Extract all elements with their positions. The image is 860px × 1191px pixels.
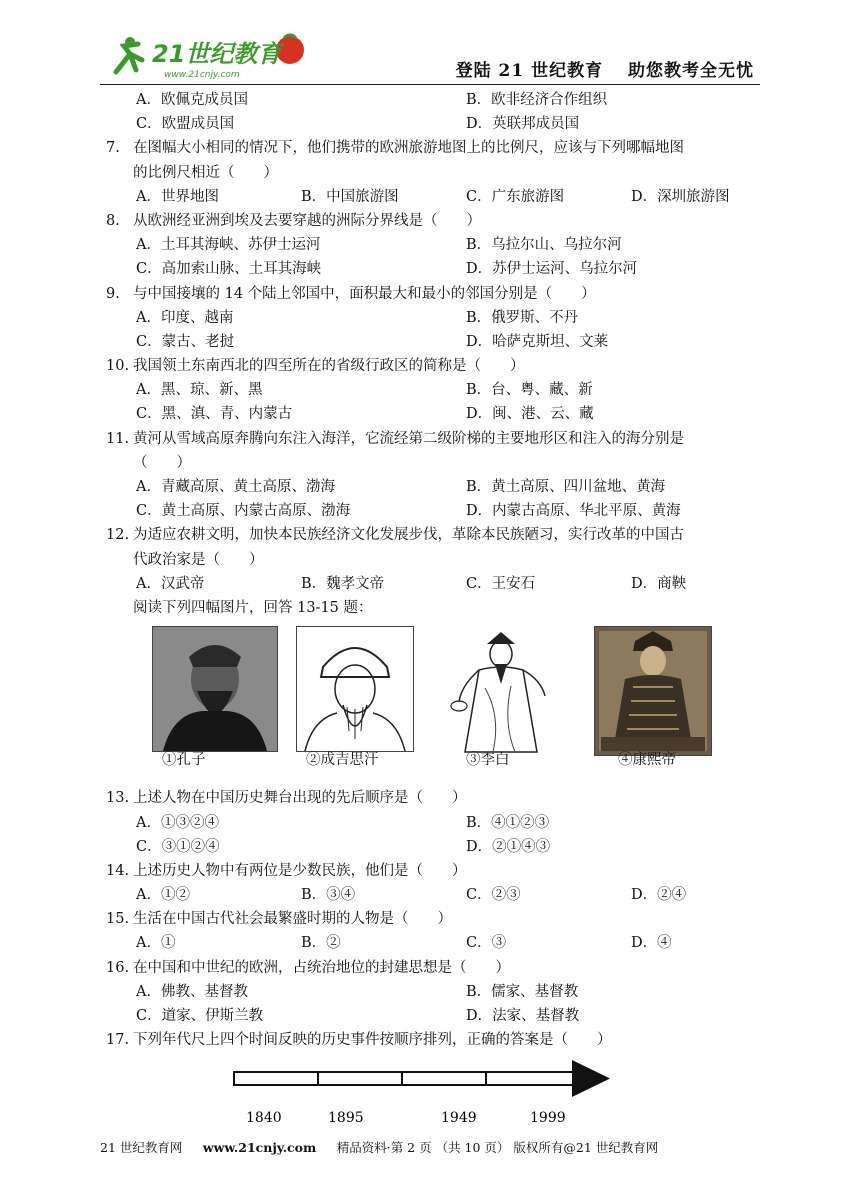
option: B．台、粤、藏、新 xyxy=(466,382,593,399)
header-divider xyxy=(100,84,760,85)
question-number: 13. xyxy=(106,790,130,807)
option: D．法家、基督教 xyxy=(466,1008,580,1024)
option: A．①② xyxy=(136,887,190,904)
options-row xyxy=(106,330,766,354)
page-header xyxy=(100,28,760,84)
option: C．广东旅游图 xyxy=(466,188,565,205)
option: D．闽、港、云、藏 xyxy=(466,406,594,423)
option: D．深圳旅游图 xyxy=(631,188,730,205)
option: C．③①②④ xyxy=(136,838,220,855)
question-text: 上述历史人物中有两位是少数民族，他们是（ ） xyxy=(133,862,467,879)
option: C．高加索山脉、土耳其海峡 xyxy=(136,261,322,278)
option: A．① xyxy=(136,935,176,952)
options-row xyxy=(106,378,766,402)
options-row xyxy=(106,475,766,499)
option: B．欧非经济合作组织 xyxy=(466,92,608,108)
question-text: 在中国和中世纪的欧洲，占统治地位的封建思想是（ ） xyxy=(133,959,510,976)
option: D．商鞅 xyxy=(631,575,687,592)
question-number: 7. xyxy=(106,140,120,157)
question-block xyxy=(106,786,766,1052)
option: D．②①④③ xyxy=(466,838,551,855)
option: A．佛教、基督教 xyxy=(136,983,248,1000)
question-text: 从欧洲经亚洲到埃及去要穿越的洲际分界线是（ ） xyxy=(133,212,481,229)
footer-org: 21 世纪教育网 xyxy=(100,1140,183,1155)
options-row xyxy=(106,233,766,257)
li-bai-illustration xyxy=(441,626,561,756)
question-stem xyxy=(106,786,766,810)
option: C．黄土高原、内蒙古高原、渤海 xyxy=(136,503,351,520)
option: B．黄土高原、四川盆地、黄海 xyxy=(466,479,666,495)
logo-url: www.21cnjy.com xyxy=(164,70,240,80)
timeline-year: 1840 xyxy=(246,1110,282,1127)
question-stem xyxy=(106,451,766,475)
question-block xyxy=(106,136,766,596)
question-stem xyxy=(106,282,766,306)
option: D．哈萨克斯坦、文莱 xyxy=(466,333,609,350)
option: B．④①②③ xyxy=(466,814,550,831)
portrait-captions xyxy=(106,752,766,786)
option: B．魏孝文帝 xyxy=(301,575,385,592)
question-stem xyxy=(106,161,766,185)
question-stem xyxy=(106,907,766,931)
question-text: 在图幅大小相同的情况下，他们携带的欧洲旅游地图上的比例尺，应该与下列哪幅地图 xyxy=(133,140,684,157)
options-row xyxy=(106,499,766,523)
question-number: 11. xyxy=(106,430,130,447)
genghis-khan-portrait xyxy=(296,626,414,752)
question-stem xyxy=(106,209,766,233)
question-number: 14. xyxy=(106,862,130,879)
question-number: 9. xyxy=(106,285,120,302)
question-number: 15. xyxy=(106,911,130,928)
options-row xyxy=(106,402,766,426)
question-number: 12. xyxy=(106,527,130,544)
question-text: 与中国接壤的 14 个陆上邻国中，面积最大和最小的邻国分别是（ ） xyxy=(133,285,596,302)
option: A．印度、越南 xyxy=(136,309,234,326)
question-text: 我国领土东南西北的四至所在的省级行政区的简称是（ ） xyxy=(133,358,525,375)
question-stem xyxy=(106,859,766,883)
runner-icon xyxy=(116,37,142,72)
q6-options xyxy=(106,88,766,112)
timeline-year: 1999 xyxy=(530,1110,566,1127)
option: A．土耳其海峡、苏伊士运河 xyxy=(136,237,321,254)
option: B．③④ xyxy=(301,887,356,904)
option: A．青藏高原、黄土高原、渤海 xyxy=(136,479,335,495)
question-number: 17. xyxy=(106,1032,130,1049)
option: C．王安石 xyxy=(466,575,536,592)
question-text: （ ） xyxy=(133,454,191,471)
option: B．中国旅游图 xyxy=(301,188,399,205)
arrow-icon xyxy=(572,1060,610,1097)
question-content xyxy=(106,88,766,1132)
option: C．欧盟成员国 xyxy=(136,116,235,133)
question-text: 上述人物在中国历史舞台出现的先后顺序是（ ） xyxy=(133,790,467,807)
question-text: 生活在中国古代社会最繁盛时期的人物是（ ） xyxy=(133,911,452,928)
question-stem xyxy=(106,427,766,451)
options-row xyxy=(106,185,766,209)
timeline xyxy=(106,1052,766,1132)
slogan: 登陆 21 世纪教育 助您教考全无忧 xyxy=(455,61,754,81)
option: A．黑、琼、新、黑 xyxy=(136,382,263,399)
options-row xyxy=(106,980,766,1004)
option: A．①③②④ xyxy=(136,814,219,831)
question-stem xyxy=(106,523,766,547)
reading-intro: 阅读下列四幅图片，回答 13-15 题： xyxy=(133,599,373,616)
options-row xyxy=(106,572,766,596)
page-footer xyxy=(100,1138,760,1156)
timeline-year: 1949 xyxy=(441,1110,477,1127)
option: D．②④ xyxy=(631,887,687,904)
caption: ②成吉思汗 xyxy=(306,752,379,769)
caption: ④康熙帝 xyxy=(618,752,676,769)
option: C．②③ xyxy=(466,887,521,904)
option: B．俄罗斯、不丹 xyxy=(466,309,579,326)
options-row xyxy=(106,931,766,955)
option: A．欧佩克成员国 xyxy=(136,92,248,108)
question-number: 10. xyxy=(106,358,130,375)
option: B．② xyxy=(301,935,341,952)
option: D．内蒙古高原、华北平原、黄海 xyxy=(466,503,681,520)
option: C．蒙古、老挝 xyxy=(136,333,235,350)
portrait-row xyxy=(106,620,766,762)
options-row xyxy=(106,883,766,907)
option: B．儒家、基督教 xyxy=(466,983,579,1000)
question-stem xyxy=(106,1028,766,1052)
question-number: 8. xyxy=(106,212,120,229)
timeline-year: 1895 xyxy=(328,1110,364,1127)
question-stem xyxy=(106,136,766,160)
option: C．道家、伊斯兰教 xyxy=(136,1008,264,1024)
question-number: 16. xyxy=(106,959,130,976)
footer-site: www.21cnjy.com xyxy=(202,1140,317,1155)
question-text: 为适应农耕文明，加快本民族经济文化发展步伐，革除本民族陋习，实行改革的中国古 xyxy=(133,527,684,544)
confucius-portrait xyxy=(152,626,278,752)
question-stem xyxy=(106,354,766,378)
options-row xyxy=(106,306,766,330)
timeline-ruler xyxy=(106,1052,766,1132)
option: D．英联邦成员国 xyxy=(466,116,580,133)
option: C．③ xyxy=(466,935,507,952)
q6-options xyxy=(106,112,766,136)
caption: ①孔子 xyxy=(162,752,206,769)
question-stem xyxy=(106,956,766,980)
question-text: 的比例尺相近（ ） xyxy=(133,164,278,181)
options-row xyxy=(106,1004,766,1028)
option: D．苏伊士运河、乌拉尔河 xyxy=(466,261,638,278)
option: A．世界地图 xyxy=(136,188,219,205)
option: B．乌拉尔山、乌拉尔河 xyxy=(466,237,622,254)
option: C．黑、滇、青、内蒙古 xyxy=(136,406,293,423)
question-text: 下列年代尺上四个时间反映的历史事件按顺序排列，正确的答案是（ ） xyxy=(133,1032,612,1049)
question-stem xyxy=(106,548,766,572)
logo-text: 21世纪教育 xyxy=(152,40,282,68)
question-text: 黄河从雪域高原奔腾向东注入海洋，它流经第二级阶梯的主要地形区和注入的海分别是 xyxy=(133,430,684,447)
option: D．④ xyxy=(631,935,672,952)
options-row xyxy=(106,835,766,859)
caption: ③李白 xyxy=(466,752,510,769)
footer-info: 精品资料·第 2 页 （共 10 页） 版权所有@21 世纪教育网 xyxy=(336,1140,659,1155)
logo xyxy=(108,32,318,82)
kangxi-portrait xyxy=(594,626,712,756)
question-text: 代政治家是（ ） xyxy=(133,551,264,568)
options-row xyxy=(106,811,766,835)
option: A．汉武帝 xyxy=(136,575,205,592)
options-row xyxy=(106,257,766,281)
